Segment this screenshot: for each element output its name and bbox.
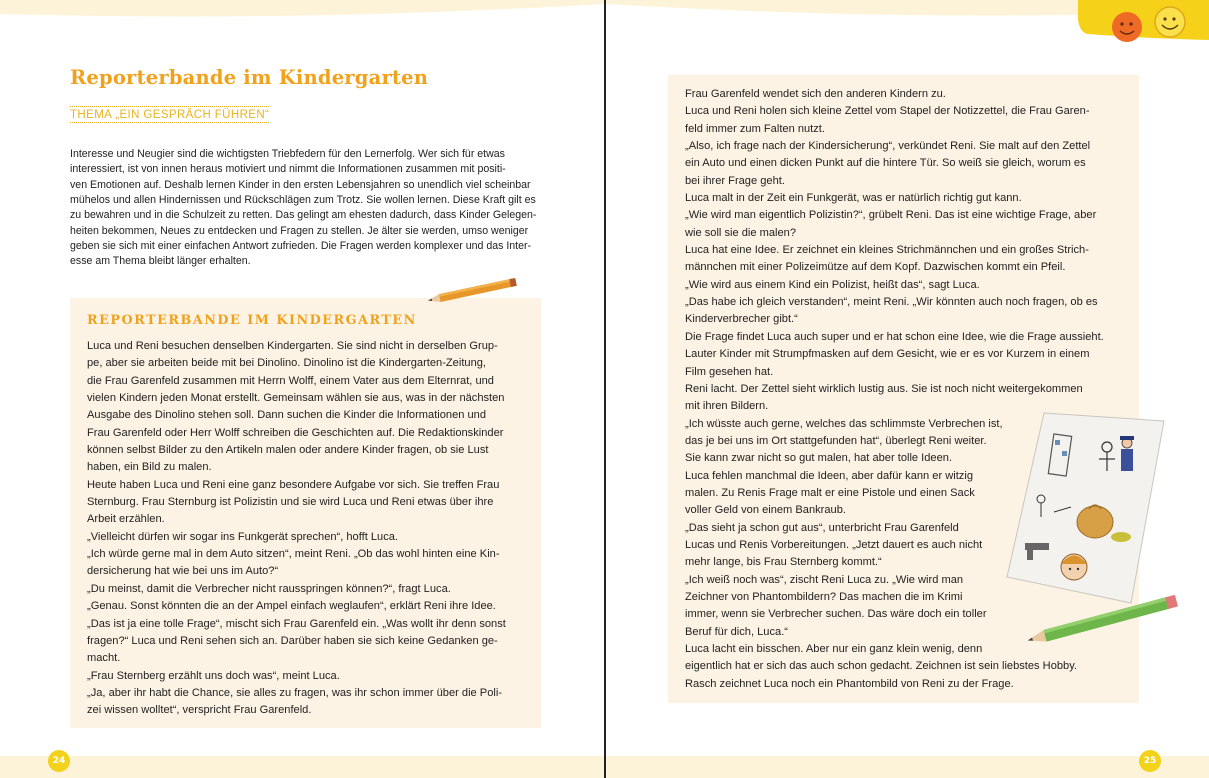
story-line: „Ich weiß noch was“, zischt Reni Luca zu. „Wie wird man (685, 573, 964, 586)
story-line: das je bei uns im Ort stattgefunden hat“, überlegt Reni weiter. (685, 434, 987, 447)
story-line: Reni lacht. Der Zettel sieht wirklich lustig aus. Sie ist noch nicht weitergekommen (685, 382, 1083, 395)
story-line: „Wie wird aus einem Kind ein Polizist, heißt das“, sagt Luca. (685, 278, 980, 291)
story-line: zei wissen wolltet“, verspricht Frau Garenfeld. (87, 704, 312, 717)
decor-faces (1078, 0, 1209, 45)
story-line: die Frau Garenfeld zusammen mit Herrn Wolff, einem Vater aus dem Elternrat, und (87, 374, 494, 387)
story-line: Sie kann zwar nicht so gut malen, hat aber tolle Ideen. (685, 452, 953, 465)
story-line: „Das habe ich gleich verstanden“, meint Reni. „Wir könnten auch noch fragen, ob es (685, 296, 1098, 309)
intro-line: zu bewahren und in die Schulzeit zu retten. Das gelingt am ehesten dadurch, dass Kinder Gelegen- (70, 209, 537, 222)
story-line: männchen mit einer Polizeimütze auf dem Kopf. Dazwischen kommt ein Pfeil. (685, 261, 1066, 274)
intro-line: geben sie sich mit einer einfachen Antwort zufrieden. Die Fragen werden komplexer und das Inter- (70, 240, 532, 253)
story-line: „Das ist ja eine tolle Frage“, mischt sich Frau Garenfeld ein. „Was wollt ihr denn sonst (87, 617, 506, 630)
story-line: „Das sieht ja schon gut aus“, unterbricht Frau Garenfeld (685, 521, 959, 534)
story-line: „Du meinst, damit die Verbrecher nicht rausspringen können?“, fragt Luca. (87, 582, 451, 595)
story-line: Ausgabe des Dinolino stehen soll. Dann suchen die Kinder die Informationen und (87, 409, 487, 422)
story-line: Zeichner von Phantombildern? Das machen die im Krimi (685, 590, 963, 603)
story-line: eigentlich hat er sich das auch schon gedacht. Zeichnen ist sein liebstes Hobby. (685, 660, 1078, 673)
story-line: immer, wenn sie Verbrecher suchen. Das wäre doch ein toller (685, 608, 987, 621)
story-line: „Also, ich frage nach der Kindersicherung“, verkündet Reni. Sie malt auf den Zettel (685, 140, 1091, 153)
story-text-left (87, 338, 506, 720)
story-line: Frau Garenfeld wendet sich den anderen Kindern zu. (685, 88, 946, 100)
story-line: Frau Garenfeld oder Herr Wolff schreiben die Geschichten auf. Die Redaktionskinder (87, 426, 504, 439)
story-line: Die Frage findet Luca auch super und er hat schon eine Idee, wie die Frage aussieht. (685, 330, 1104, 343)
left-page (0, 0, 604, 778)
bottom-decor-band (0, 756, 604, 778)
story-line: können selbst Bilder zu den Artikeln malen oder andere Kinder fragen, ob sie Lust (87, 444, 489, 457)
intro-line: interessiert, ist von innen heraus motiviert und nimmt die Informationen zusammen mit positi- (70, 163, 506, 176)
story-line: Lauter Kinder mit Strumpfmasken auf dem Gesicht, wie er es vor Kurzem in einem (685, 348, 1090, 361)
story-line: malen. Zu Renis Frage malt er eine Pistole und einen Sack (685, 486, 975, 499)
page-title: Reporterbande im Kindergarten (70, 66, 429, 89)
story-line: haben, ein Bild zu malen. (87, 461, 212, 474)
story-title: REPORTERBANDE IM KINDERGARTEN (87, 313, 417, 328)
top-decor-band (0, 0, 604, 22)
intro-line: heiten bekommen, Neues zu entdecken und Fragen zu stellen. Je älter sie werden, umso weniger (70, 224, 529, 237)
story-line: „Frau Sternberg erzählt uns doch was“, meint Luca. (87, 669, 340, 682)
story-line: Luca malt in der Zeit ein Funkgerät, was er natürlich richtig gut kann. (685, 192, 1022, 205)
theme-subtitle: THEMA „EIN GESPRÄCH FÜHREN“ (70, 106, 269, 123)
intro-paragraph (70, 147, 540, 270)
story-line: dersicherung hat wie bei uns im Auto?“ (87, 565, 279, 578)
story-line: „Ich würde gerne mal in dem Auto sitzen“, meint Reni. „Ob das wohl hinten eine Kin- (87, 548, 500, 561)
story-line: „Wie wird man eigentlich Polizistin?“, grübelt Reni. Das ist eine wichtige Frage, aber (685, 209, 1097, 222)
green-pencil-illustration (1019, 595, 1189, 645)
story-line: Luca und Reni besuchen denselben Kindergarten. Sie sind nicht in derselben Grup- (87, 340, 498, 352)
intro-line: ven Emotionen auf. Deshalb lernen Kinder in den ersten Lebensjahren so unendlich viel scheinbar (70, 178, 531, 191)
story-line: „Ja, aber ihr habt die Chance, sie alles zu fragen, was ihr schon immer über die Poli- (87, 686, 502, 699)
story-line: „Ich wüsste auch gerne, welches das schlimmste Verbrechen ist, (685, 417, 1003, 430)
story-line: ein Auto und einen dicken Punkt auf die hintere Tür. So weiß sie gleich, worum es (685, 157, 1086, 170)
yellow-smiley-icon (1155, 7, 1185, 37)
story-line: Luca lacht ein bisschen. Aber nur ein ganz klein wenig, denn (685, 643, 983, 655)
story-line: Kinderverbrecher gibt.“ (685, 313, 798, 326)
story-line: feld immer zum Falten nutzt. (685, 122, 825, 135)
story-line: Luca hat eine Idee. Er zeichnet ein kleines Strichmännchen und ein großes Strich- (685, 244, 1089, 257)
story-line: „Genau. Sonst könnten die an der Ampel einfach weglaufen“, erklärt Reni ihre Idee. (87, 600, 496, 613)
story-line: wie soll sie die malen? (685, 226, 796, 239)
story-line: vielen Kindern jeden Monat erstellt. Gemeinsam wählen sie aus, was in der nächsten (87, 392, 505, 405)
page-number: 25 (1139, 750, 1161, 772)
story-line: pe, aber sie arbeiten beide mit bei Dinolino. Dinolino ist die Kindergarten-Zeitung, (87, 357, 486, 370)
police-drawing-illustration (999, 407, 1169, 607)
story-line: Sternburg. Frau Sternburg ist Polizistin und sie wird Luca und Reni etwas über ihre (87, 496, 494, 509)
story-line: bei ihrer Frage geht. (685, 174, 785, 187)
intro-line: esse am Thema bleibt länger erhalten. (70, 255, 251, 268)
story-line: macht. (87, 652, 121, 665)
right-page (606, 0, 1209, 778)
story-line: Lucas und Renis Vorbereitungen. „Jetzt dauert es auch nicht (685, 538, 983, 551)
story-line: Luca und Reni holen sich kleine Zettel vom Stapel der Notizzettel, die Frau Garen- (685, 105, 1090, 118)
story-line: „Vielleicht dürfen wir sogar ins Funkgerät sprechen“, hofft Luca. (87, 530, 398, 543)
story-line: Beruf für dich, Luca.“ (685, 625, 788, 638)
story-line: fragen?“ Luca und Reni sehen sich an. Darüber haben sie sich keine Gedanken ge- (87, 634, 498, 647)
story-line: Arbeit erzählen. (87, 513, 165, 526)
story-line: Heute haben Luca und Reni eine ganz besondere Aufgabe vor sich. Sie treffen Frau (87, 478, 500, 491)
bottom-decor-band (606, 756, 1209, 778)
story-line: Rasch zeichnet Luca noch ein Phantombild von Reni zu der Frage. (685, 677, 1014, 690)
story-line: Luca fehlen manchmal die Ideen, aber dafür kann er witzig (685, 469, 973, 482)
intro-line: mühelos und allen Hindernissen und Rückschlägen zum Trotz. Sie wollen lernen. Diese Kraft gilt es (70, 194, 536, 207)
story-line: mehr lange, bis Frau Sternberg kommt.“ (685, 556, 882, 569)
orange-sun-face-icon (1112, 12, 1142, 42)
story-line: mit ihren Bildern. (685, 400, 769, 413)
story-box-left (70, 298, 541, 728)
story-line: voller Geld von einem Bankraub. (685, 504, 846, 517)
intro-line: Interesse und Neugier sind die wichtigsten Triebfedern für den Lernerfolg. Wer sich für etwas (70, 148, 505, 160)
page-number: 24 (48, 750, 70, 772)
pencil-illustration (423, 276, 523, 306)
story-line: Film gesehen hat. (685, 365, 774, 378)
